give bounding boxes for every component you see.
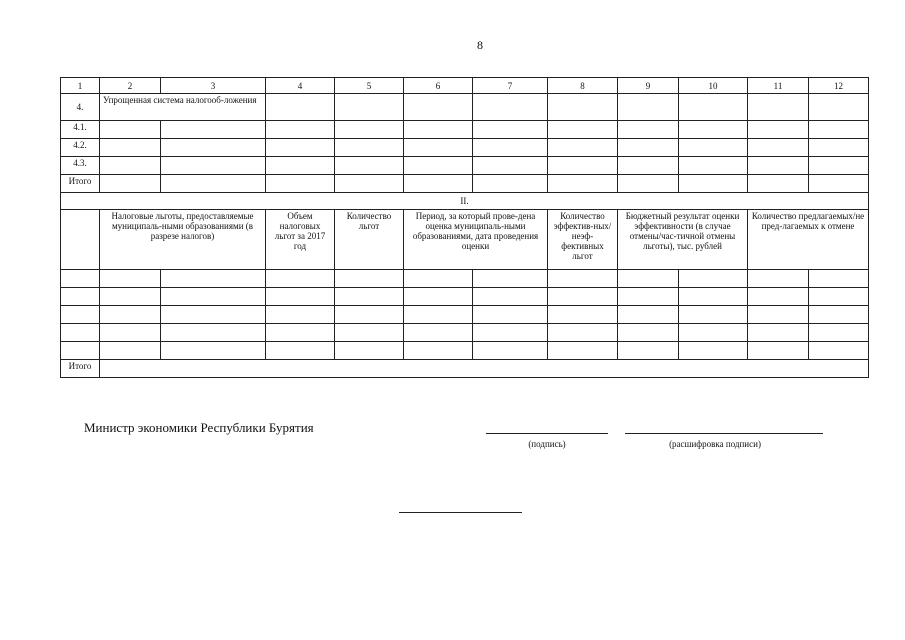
table-cell: [679, 157, 748, 175]
table-row: [61, 94, 869, 121]
table-cell: [161, 270, 266, 288]
column-number: 5: [335, 78, 404, 94]
table-row: [61, 342, 869, 360]
section-label: II.: [61, 193, 869, 210]
table-cell: [809, 175, 869, 193]
table-cell: [809, 288, 869, 306]
header-budget-result: Бюджетный результат оценки эффективности (в случае отмены/час-тичной отмены льготы), тыс. рублей: [618, 210, 748, 270]
table-cell: [100, 121, 161, 139]
table-cell: [809, 121, 869, 139]
table-cell: [404, 342, 473, 360]
table-cell: [404, 94, 473, 121]
table-row: [61, 139, 869, 157]
header-proposed-count: Количество предлагаемых/не пред-лагаемых к отмене: [748, 210, 869, 270]
table-cell: [266, 175, 335, 193]
column-number: 2: [100, 78, 161, 94]
signature-line: [486, 433, 608, 434]
column-number: 1: [61, 78, 100, 94]
table-cell: [335, 288, 404, 306]
signature-caption: (подпись): [528, 439, 566, 449]
table-cell: [473, 288, 548, 306]
table-row: [61, 157, 869, 175]
column-number: 11: [748, 78, 809, 94]
table-cell: [548, 139, 618, 157]
table-cell: [618, 306, 679, 324]
table-cell: [618, 342, 679, 360]
table-cell: [548, 324, 618, 342]
table-cell: [266, 324, 335, 342]
table-cell: [161, 342, 266, 360]
table-cell: [679, 288, 748, 306]
table-cell: [748, 306, 809, 324]
table-cell: [335, 121, 404, 139]
table-cell: [473, 342, 548, 360]
table-row: [61, 121, 869, 139]
table-cell: [100, 139, 161, 157]
tax-benefits-table: [60, 77, 869, 378]
table-cell: [679, 306, 748, 324]
table-cell: [748, 342, 809, 360]
signature-decode-line: [625, 433, 823, 434]
table-cell: [100, 270, 161, 288]
page-number: 8: [477, 38, 483, 52]
table-cell: [679, 342, 748, 360]
table-cell: [809, 94, 869, 121]
table-cell: [266, 270, 335, 288]
table-cell: [404, 270, 473, 288]
table-cell: [404, 288, 473, 306]
column-number: 9: [618, 78, 679, 94]
table-cell: [266, 94, 335, 121]
table-cell: [335, 306, 404, 324]
table-cell: [266, 139, 335, 157]
column-number: 12: [809, 78, 869, 94]
table-cell: [100, 175, 161, 193]
table-cell: [266, 288, 335, 306]
table-cell: [748, 324, 809, 342]
table-cell: [100, 157, 161, 175]
table-cell: [809, 139, 869, 157]
header-count: Количество льгот: [335, 210, 404, 270]
table-cell: [335, 175, 404, 193]
table-cell: [679, 139, 748, 157]
table-cell: [548, 288, 618, 306]
signature-decode-caption: (расшифровка подписи): [669, 439, 761, 449]
table-cell: [473, 175, 548, 193]
row-number: 4.1.: [61, 121, 100, 139]
table-cell: [748, 288, 809, 306]
table-cell: [473, 121, 548, 139]
total-label: Итого: [61, 360, 100, 378]
table-cell: [679, 121, 748, 139]
table-cell: [161, 288, 266, 306]
table-row: [61, 306, 869, 324]
row-number: 4.: [61, 94, 100, 121]
column-number: 10: [679, 78, 748, 94]
table-cell: [679, 94, 748, 121]
table-cell: [404, 157, 473, 175]
table-cell: [679, 175, 748, 193]
table-row: [61, 270, 869, 288]
table-cell: [809, 270, 869, 288]
table-cell: [748, 94, 809, 121]
table-cell: [473, 324, 548, 342]
table-cell: [618, 121, 679, 139]
table-cell: [809, 306, 869, 324]
table-cell: [548, 270, 618, 288]
table-cell: [404, 121, 473, 139]
table-cell: [100, 324, 161, 342]
section-row: [61, 193, 869, 210]
table-cell: [548, 175, 618, 193]
column-header-row: [61, 210, 869, 270]
table-cell: [61, 270, 100, 288]
column-number: 7: [473, 78, 548, 94]
row-label: Упрощенная система налогооб-ложения: [100, 94, 266, 121]
table-cell: [404, 175, 473, 193]
table-cell: [61, 288, 100, 306]
table-cell: [618, 175, 679, 193]
header-tax-benefits: Налоговые льготы, предоставляемые муниципаль-ными образованиями (в разрезе налогов): [100, 210, 266, 270]
column-number: 8: [548, 78, 618, 94]
table-cell: [404, 139, 473, 157]
table-cell: [161, 324, 266, 342]
table-cell: [748, 121, 809, 139]
table-cell: [335, 94, 404, 121]
table-cell: [100, 306, 161, 324]
table-cell: [618, 139, 679, 157]
table-cell: [748, 157, 809, 175]
table-cell: [473, 139, 548, 157]
table-cell: [266, 121, 335, 139]
total-label: Итого: [61, 175, 100, 193]
table-cell: [618, 270, 679, 288]
table-cell: [809, 342, 869, 360]
table-cell: [548, 306, 618, 324]
table-cell: [266, 306, 335, 324]
column-number: 4: [266, 78, 335, 94]
table-cell: [335, 157, 404, 175]
table-cell: [61, 324, 100, 342]
table-cell: [404, 306, 473, 324]
table-cell: [61, 306, 100, 324]
table-cell: [748, 175, 809, 193]
row-number: 4.2.: [61, 139, 100, 157]
table-cell: [100, 288, 161, 306]
table-cell: [548, 94, 618, 121]
minister-title: Министр экономики Республики Бурятия: [84, 420, 314, 435]
table-cell: [335, 139, 404, 157]
table-cell: [473, 270, 548, 288]
table-cell: [748, 139, 809, 157]
table-cell: [161, 306, 266, 324]
table-cell: [748, 270, 809, 288]
table-cell: [161, 121, 266, 139]
table-cell: [679, 270, 748, 288]
table-cell: [61, 342, 100, 360]
table-cell: [100, 360, 869, 378]
table-row: [61, 288, 869, 306]
row-number: 4.3.: [61, 157, 100, 175]
table-cell: [809, 157, 869, 175]
table-cell: [618, 94, 679, 121]
table-cell: [100, 342, 161, 360]
table-cell: [618, 324, 679, 342]
column-number: 6: [404, 78, 473, 94]
total-row: [61, 360, 869, 378]
table-cell: [473, 94, 548, 121]
table-cell: [618, 288, 679, 306]
header-volume: Объем налоговых льгот за 2017 год: [266, 210, 335, 270]
closing-line: [399, 512, 522, 513]
header-effective-count: Количество эффектив-ных/неэф-фективных льгот: [548, 210, 618, 270]
table-cell: [473, 157, 548, 175]
table-cell: [618, 157, 679, 175]
table-cell: [266, 157, 335, 175]
table-cell: [161, 175, 266, 193]
column-number-row: [61, 78, 869, 94]
table-cell: [809, 324, 869, 342]
table-cell: [679, 324, 748, 342]
table-cell: [335, 324, 404, 342]
table-cell: [266, 342, 335, 360]
header-period: Период, за который прове-дена оценка муниципаль-ными образованиями, дата проведения оценки: [404, 210, 548, 270]
table-row: [61, 324, 869, 342]
column-number: 3: [161, 78, 266, 94]
table-cell: [548, 121, 618, 139]
table-cell: [61, 210, 100, 270]
table-cell: [473, 306, 548, 324]
table-cell: [335, 270, 404, 288]
table-cell: [161, 139, 266, 157]
table-cell: [161, 157, 266, 175]
table-cell: [335, 342, 404, 360]
table-cell: [548, 157, 618, 175]
total-row: [61, 175, 869, 193]
table-cell: [404, 324, 473, 342]
table-cell: [548, 342, 618, 360]
